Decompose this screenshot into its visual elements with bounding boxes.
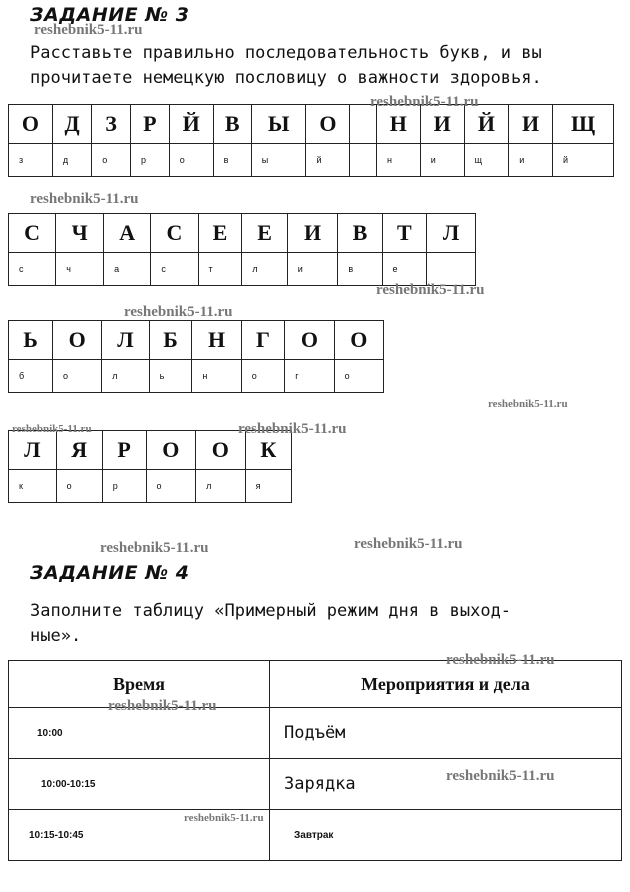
scrambled-letter-cell: Н — [376, 105, 420, 144]
answer-letter-cell[interactable]: о — [241, 360, 285, 393]
scrambled-letter-cell: Й — [464, 105, 509, 144]
answer-letter-cell[interactable]: л — [102, 360, 149, 393]
table-row — [9, 708, 622, 759]
scrambled-letter-cell: Г — [241, 321, 285, 360]
answer-letter-cell[interactable]: н — [376, 144, 420, 177]
scrambled-letter-cell: Ь — [9, 321, 53, 360]
scrambled-letter-cell: Ч — [56, 214, 104, 253]
watermark: reshebnik5-11.ru — [238, 421, 347, 437]
letter-row-scrambled — [9, 214, 476, 253]
scrambled-letter-cell: О — [146, 431, 196, 470]
scrambled-letter-cell: Р — [102, 431, 146, 470]
activity-cell[interactable]: Зарядка — [270, 759, 622, 810]
scrambled-letter-cell: Л — [9, 431, 57, 470]
task4-text-line2: ные». — [30, 626, 82, 646]
watermark: reshebnik5-11.ru — [108, 698, 217, 714]
scrambled-letter-cell: Л — [102, 321, 149, 360]
letter-row-answer — [9, 144, 614, 177]
task4-title: ЗАДАНИЕ № 4 — [30, 562, 190, 584]
scrambled-letter-cell: З — [92, 105, 131, 144]
watermark: reshebnik5-11.ru — [446, 652, 555, 668]
scrambled-letter-cell: Д — [52, 105, 91, 144]
scrambled-letter-cell: В — [213, 105, 251, 144]
answer-letter-cell[interactable] — [427, 253, 476, 286]
scrambled-letter-cell: И — [287, 214, 338, 253]
answer-letter-cell[interactable]: г — [285, 360, 334, 393]
watermark: reshebnik5-11.ru — [488, 398, 568, 410]
watermark: reshebnik5-11.ru — [370, 94, 479, 110]
answer-letter-cell[interactable]: в — [338, 253, 382, 286]
answer-letter-cell[interactable]: о — [52, 360, 101, 393]
scrambled-letter-cell: И — [509, 105, 553, 144]
answer-letter-cell[interactable]: я — [245, 470, 291, 503]
answer-letter-cell[interactable]: о — [92, 144, 131, 177]
answer-letter-cell[interactable]: з — [9, 144, 53, 177]
scrambled-letter-cell: Й — [169, 105, 213, 144]
activity-cell[interactable]: Подъём — [270, 708, 622, 759]
answer-letter-cell[interactable]: щ — [464, 144, 509, 177]
letter-row-scrambled — [9, 321, 384, 360]
letter-row-answer — [9, 360, 384, 393]
answer-letter-cell[interactable]: в — [213, 144, 251, 177]
scrambled-letter-cell: Е — [198, 214, 242, 253]
watermark: reshebnik5-11.ru — [34, 22, 143, 38]
scrambled-letter-cell: К — [245, 431, 291, 470]
answer-letter-cell[interactable]: л — [196, 470, 246, 503]
watermark: reshebnik5-11.ru — [376, 282, 485, 298]
letter-row-scrambled — [9, 105, 614, 144]
scrambled-letter-cell: Т — [382, 214, 427, 253]
answer-letter-cell[interactable] — [350, 144, 377, 177]
scrambled-letter-cell: Р — [130, 105, 169, 144]
task3-title: ЗАДАНИЕ № 3 — [30, 4, 190, 26]
watermark: reshebnik5-11.ru — [446, 768, 555, 784]
answer-letter-cell[interactable]: к — [9, 470, 57, 503]
letter-row-answer — [9, 470, 292, 503]
letter-row-answer — [9, 253, 476, 286]
scrambled-letter-cell: Б — [149, 321, 192, 360]
answer-letter-cell[interactable]: о — [169, 144, 213, 177]
answer-letter-cell[interactable]: с — [151, 253, 198, 286]
letter-grid-1 — [8, 104, 614, 177]
answer-letter-cell[interactable]: и — [420, 144, 464, 177]
answer-letter-cell[interactable]: й — [306, 144, 350, 177]
scrambled-letter-cell: И — [420, 105, 464, 144]
header-time: Время — [9, 661, 270, 708]
scrambled-letter-cell: Ы — [251, 105, 306, 144]
answer-letter-cell[interactable]: е — [382, 253, 427, 286]
answer-letter-cell[interactable]: л — [242, 253, 287, 286]
answer-letter-cell[interactable]: с — [9, 253, 56, 286]
answer-letter-cell[interactable]: ы — [251, 144, 306, 177]
answer-letter-cell[interactable]: о — [334, 360, 383, 393]
scrambled-letter-cell: А — [104, 214, 151, 253]
watermark: reshebnik5-11.ru — [124, 304, 233, 320]
answer-letter-cell[interactable]: р — [130, 144, 169, 177]
answer-letter-cell[interactable]: о — [146, 470, 196, 503]
task3-text-line2: прочитаете немецкую пословицу о важности здоровья. — [30, 68, 542, 88]
watermark: reshebnik5-11.ru — [12, 423, 92, 435]
activity-cell[interactable]: Завтрак — [270, 810, 622, 861]
table-row — [9, 810, 622, 861]
scrambled-letter-cell: О — [196, 431, 246, 470]
answer-letter-cell[interactable]: и — [287, 253, 338, 286]
answer-letter-cell[interactable]: н — [192, 360, 241, 393]
scrambled-letter-cell: О — [306, 105, 350, 144]
letter-grid-3 — [8, 320, 384, 393]
scrambled-letter-cell: Л — [427, 214, 476, 253]
scrambled-letter-cell: Е — [242, 214, 287, 253]
time-cell[interactable]: 10:15-10:45 — [9, 810, 270, 861]
answer-letter-cell[interactable]: о — [56, 470, 102, 503]
task3-text-line1: Расставьте правильно последовательность букв, и вы — [30, 43, 542, 63]
letter-grid-2 — [8, 213, 476, 286]
header-activities: Мероприятия и дела — [270, 661, 622, 708]
answer-letter-cell[interactable]: б — [9, 360, 53, 393]
scrambled-letter-cell: О — [52, 321, 101, 360]
answer-letter-cell[interactable]: р — [102, 470, 146, 503]
time-cell[interactable]: 10:00-10:15 — [9, 759, 270, 810]
watermark: reshebnik5-11.ru — [354, 536, 463, 552]
scrambled-letter-cell: О — [285, 321, 334, 360]
answer-letter-cell[interactable]: ч — [56, 253, 104, 286]
scrambled-letter-cell: Щ — [553, 105, 614, 144]
answer-letter-cell[interactable]: т — [198, 253, 242, 286]
scrambled-letter-cell: Я — [56, 431, 102, 470]
answer-letter-cell[interactable]: д — [52, 144, 91, 177]
scrambled-letter-cell: С — [9, 214, 56, 253]
answer-letter-cell[interactable]: ь — [149, 360, 192, 393]
scrambled-letter-cell: Н — [192, 321, 241, 360]
watermark: reshebnik5-11.ru — [30, 191, 139, 207]
task4-text-line1: Заполните таблицу «Примерный режим дня в выход- — [30, 601, 512, 621]
time-cell[interactable]: 10:00 — [9, 708, 270, 759]
answer-letter-cell[interactable]: а — [104, 253, 151, 286]
watermark: reshebnik5-11.ru — [100, 540, 209, 556]
scrambled-letter-cell: С — [151, 214, 198, 253]
answer-letter-cell[interactable]: й — [553, 144, 614, 177]
letter-grid-4 — [8, 430, 292, 503]
scrambled-letter-cell: О — [334, 321, 383, 360]
watermark: reshebnik5-11.ru — [184, 812, 264, 824]
scrambled-letter-cell: В — [338, 214, 382, 253]
schedule-table — [8, 660, 622, 861]
scrambled-letter-cell: О — [9, 105, 53, 144]
answer-letter-cell[interactable]: и — [509, 144, 553, 177]
